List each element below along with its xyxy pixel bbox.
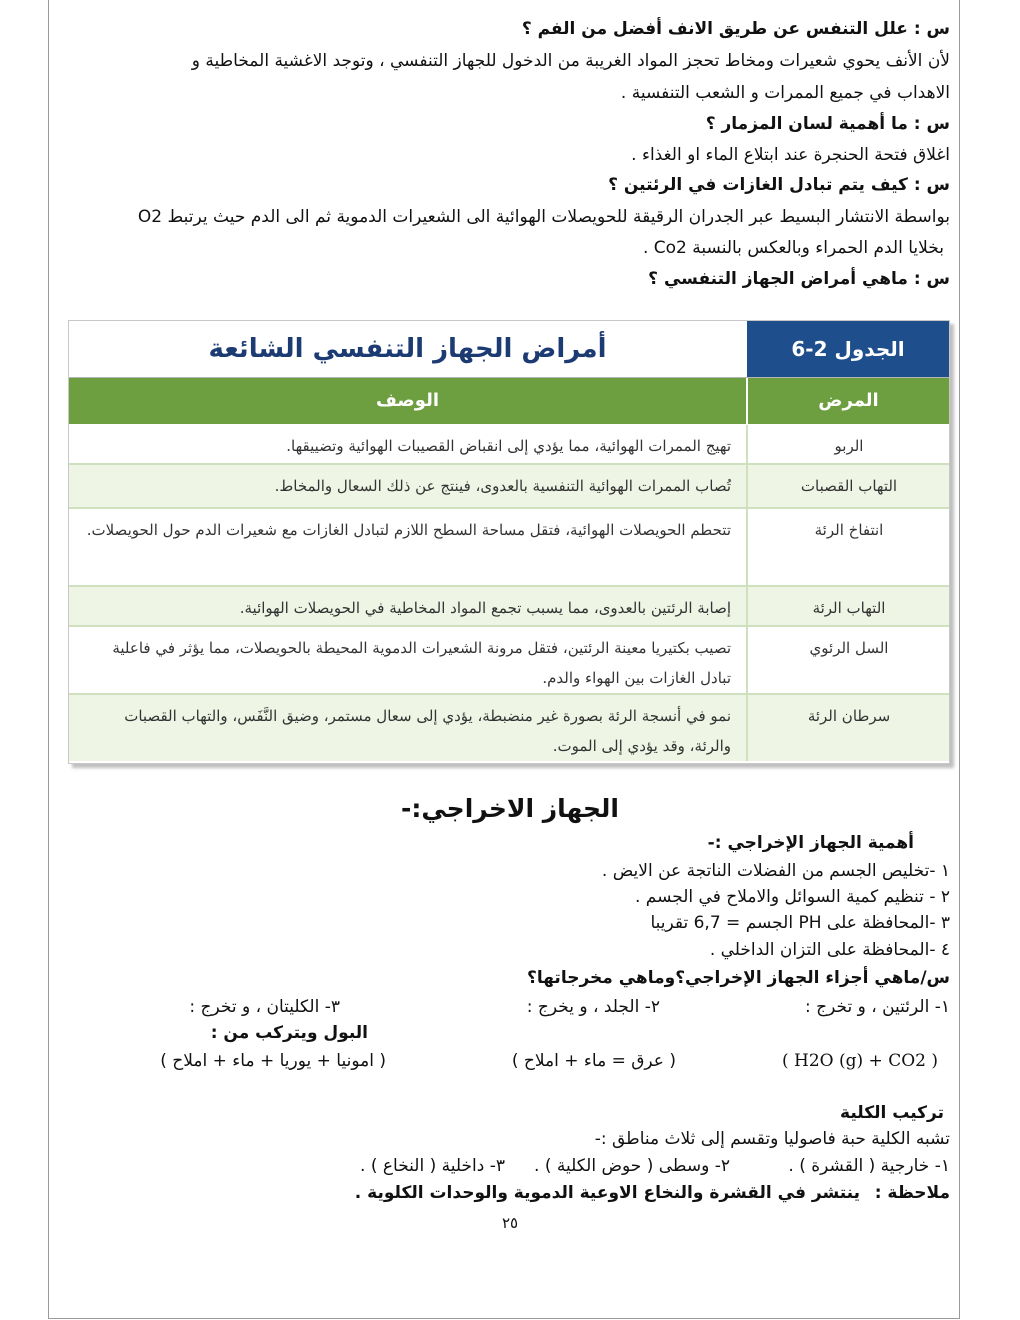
disease-name: سرطان الرئة: [807, 707, 891, 725]
disease-description: نمو في أنسجة الرئة بصورة غير منضبطة، يؤدي إلى سعال مستمر، وضيق النَّفَس، والتهاب القصبات والرئة، وقد يؤدي إلى الموت.: [124, 707, 731, 755]
table-title: أمراض الجهاز التنفسي الشائعة: [208, 334, 607, 364]
answer-nose-line-2: الاهداب في جميع الممرات و الشعب التنفسية .: [620, 83, 950, 103]
table-number-badge: الجدول 2-6: [747, 321, 949, 377]
question-nose-breathing: س : علل التنفس عن طريق الانف أفضل من الفم ؟: [521, 19, 950, 39]
parts-question: س/ماهي أجزاء الجهاز الإخراجي؟وماهي مخرجاتها؟: [526, 968, 950, 988]
question-respiratory-diseases: س : ماهي أمراض الجهاز التنفسي ؟: [648, 269, 950, 289]
skin-output: ( عرق = ماء + املاح ): [511, 1051, 676, 1071]
urine-composition-label: البول ويتركب من :: [210, 1023, 368, 1043]
part-kidneys: ٣- الكليتان ، و تخرج :: [189, 997, 340, 1017]
column-header-disease: المرض: [746, 378, 949, 424]
kidney-region-outer: ١- خارجية ( القشرة ) .: [788, 1156, 950, 1176]
excretory-heading: الجهاز الاخراجي:-: [401, 794, 619, 823]
disease-name: انتفاخ الرئة: [814, 521, 884, 539]
table-title-row: [69, 321, 949, 378]
answer-epiglottis: اغلاق فتحة الحنجرة عند ابتلاع الماء او الغذاء .: [631, 145, 950, 165]
disease-description: تتحطم الحويصلات الهوائية، فتقل مساحة السطح اللازم لتبادل الغازات مع شعيرات الدم حول الحويصلات.: [86, 521, 731, 539]
answer-gas-exchange-line-1: بواسطة الانتشار البسيط عبر الجدران الرقيقة للحويصلات الهوائية الى الشعيرات الدموية ثم الى الدم حيث يرتبط O2: [137, 207, 950, 227]
disease-name: الربو: [834, 437, 864, 455]
kidneys-output: ( امونيا + يوريا + ماء + املاح ): [160, 1051, 386, 1071]
note-text: ينتشر في القشرة والنخاع الاوعية الدموية والوحدات الكلوية .: [354, 1183, 860, 1203]
answer-gas-exchange-line-2: بخلايا الدم الحمراء وبالعكس بالنسبة Co2 .: [642, 238, 944, 258]
kidney-region-inner: ٣- داخلية ( النخاع ) .: [360, 1156, 505, 1176]
page-number: ٢٥: [501, 1214, 519, 1232]
kidney-region-middle: ٢- وسطى ( حوض الكلية ) .: [534, 1156, 730, 1176]
disease-description: تُصاب الممرات الهوائية التنفسية بالعدوى، فينتج عن ذلك السعال والمخاط.: [274, 477, 731, 495]
table-row: [69, 627, 949, 695]
table-row: [69, 509, 949, 587]
answer-nose-line-1: لأن الأنف يحوي شعيرات ومخاط تحجز المواد الغريبة من الدخول للجهاز التنفسي ، وتوجد الاغشية المخاطية و: [191, 51, 950, 71]
table-row: [69, 465, 949, 509]
table-row: [69, 695, 949, 761]
part-lungs: ١- الرئتين ، و تخرج :: [805, 997, 950, 1017]
column-header-description: الوصف: [375, 390, 440, 411]
disease-description: تهيج الممرات الهوائية، مما يؤدي إلى انقباض القصيبات الهوائية وتضييقها.: [286, 437, 731, 455]
disease-description: إصابة الرئتين بالعدوى، مما يسبب تجمع المواد المخاطية في الحويصلات الهوائية.: [239, 599, 731, 617]
table-row: [69, 587, 949, 627]
disease-description: تصيب بكتيريا معينة الرئتين، فتقل مرونة الشعيرات الدموية المحيطة بالحويصلات، مما يؤثر في فاعلية تبادل الغازات بين الهواء والدم.: [112, 639, 731, 687]
importance-item-2: ٢ - تنظيم كمية السوائل والاملاح في الجسم .: [634, 887, 950, 907]
kidney-structure-title: تركيب الكلية: [840, 1103, 944, 1123]
part-skin: ٢- الجلد ، و يخرج :: [526, 997, 660, 1017]
importance-item-4: ٤ -المحافظة على التزان الداخلي .: [709, 940, 950, 960]
question-gas-exchange: س : كيف يتم تبادل الغازات في الرئتين ؟: [608, 175, 950, 195]
importance-item-1: ١ -تخليص الجسم من الفضلات الناتجة عن الايض .: [601, 861, 950, 881]
table-row: [69, 425, 949, 465]
disease-name: التهاب الرئة: [812, 599, 886, 617]
disease-name: السل الرئوي: [809, 639, 889, 657]
lungs-output: ( H2O (g) + CO2 ): [781, 1051, 938, 1071]
disease-name: التهاب القصبات: [800, 477, 898, 495]
kidney-description: تشبه الكلية حبة فاصوليا وتقسم إلى ثلاث مناطق :-: [594, 1129, 950, 1149]
question-epiglottis: س : ما أهمية لسان المزمار ؟: [705, 114, 950, 134]
importance-item-3: ٣ -المحافظة على PH الجسم = 6,7 تقريبا: [650, 913, 950, 933]
diseases-table: [68, 320, 950, 764]
importance-title: أهمية الجهاز الإخراجي :-: [707, 833, 914, 853]
table-header-row: [69, 378, 949, 424]
note-label: ملاحظة :: [874, 1183, 950, 1203]
